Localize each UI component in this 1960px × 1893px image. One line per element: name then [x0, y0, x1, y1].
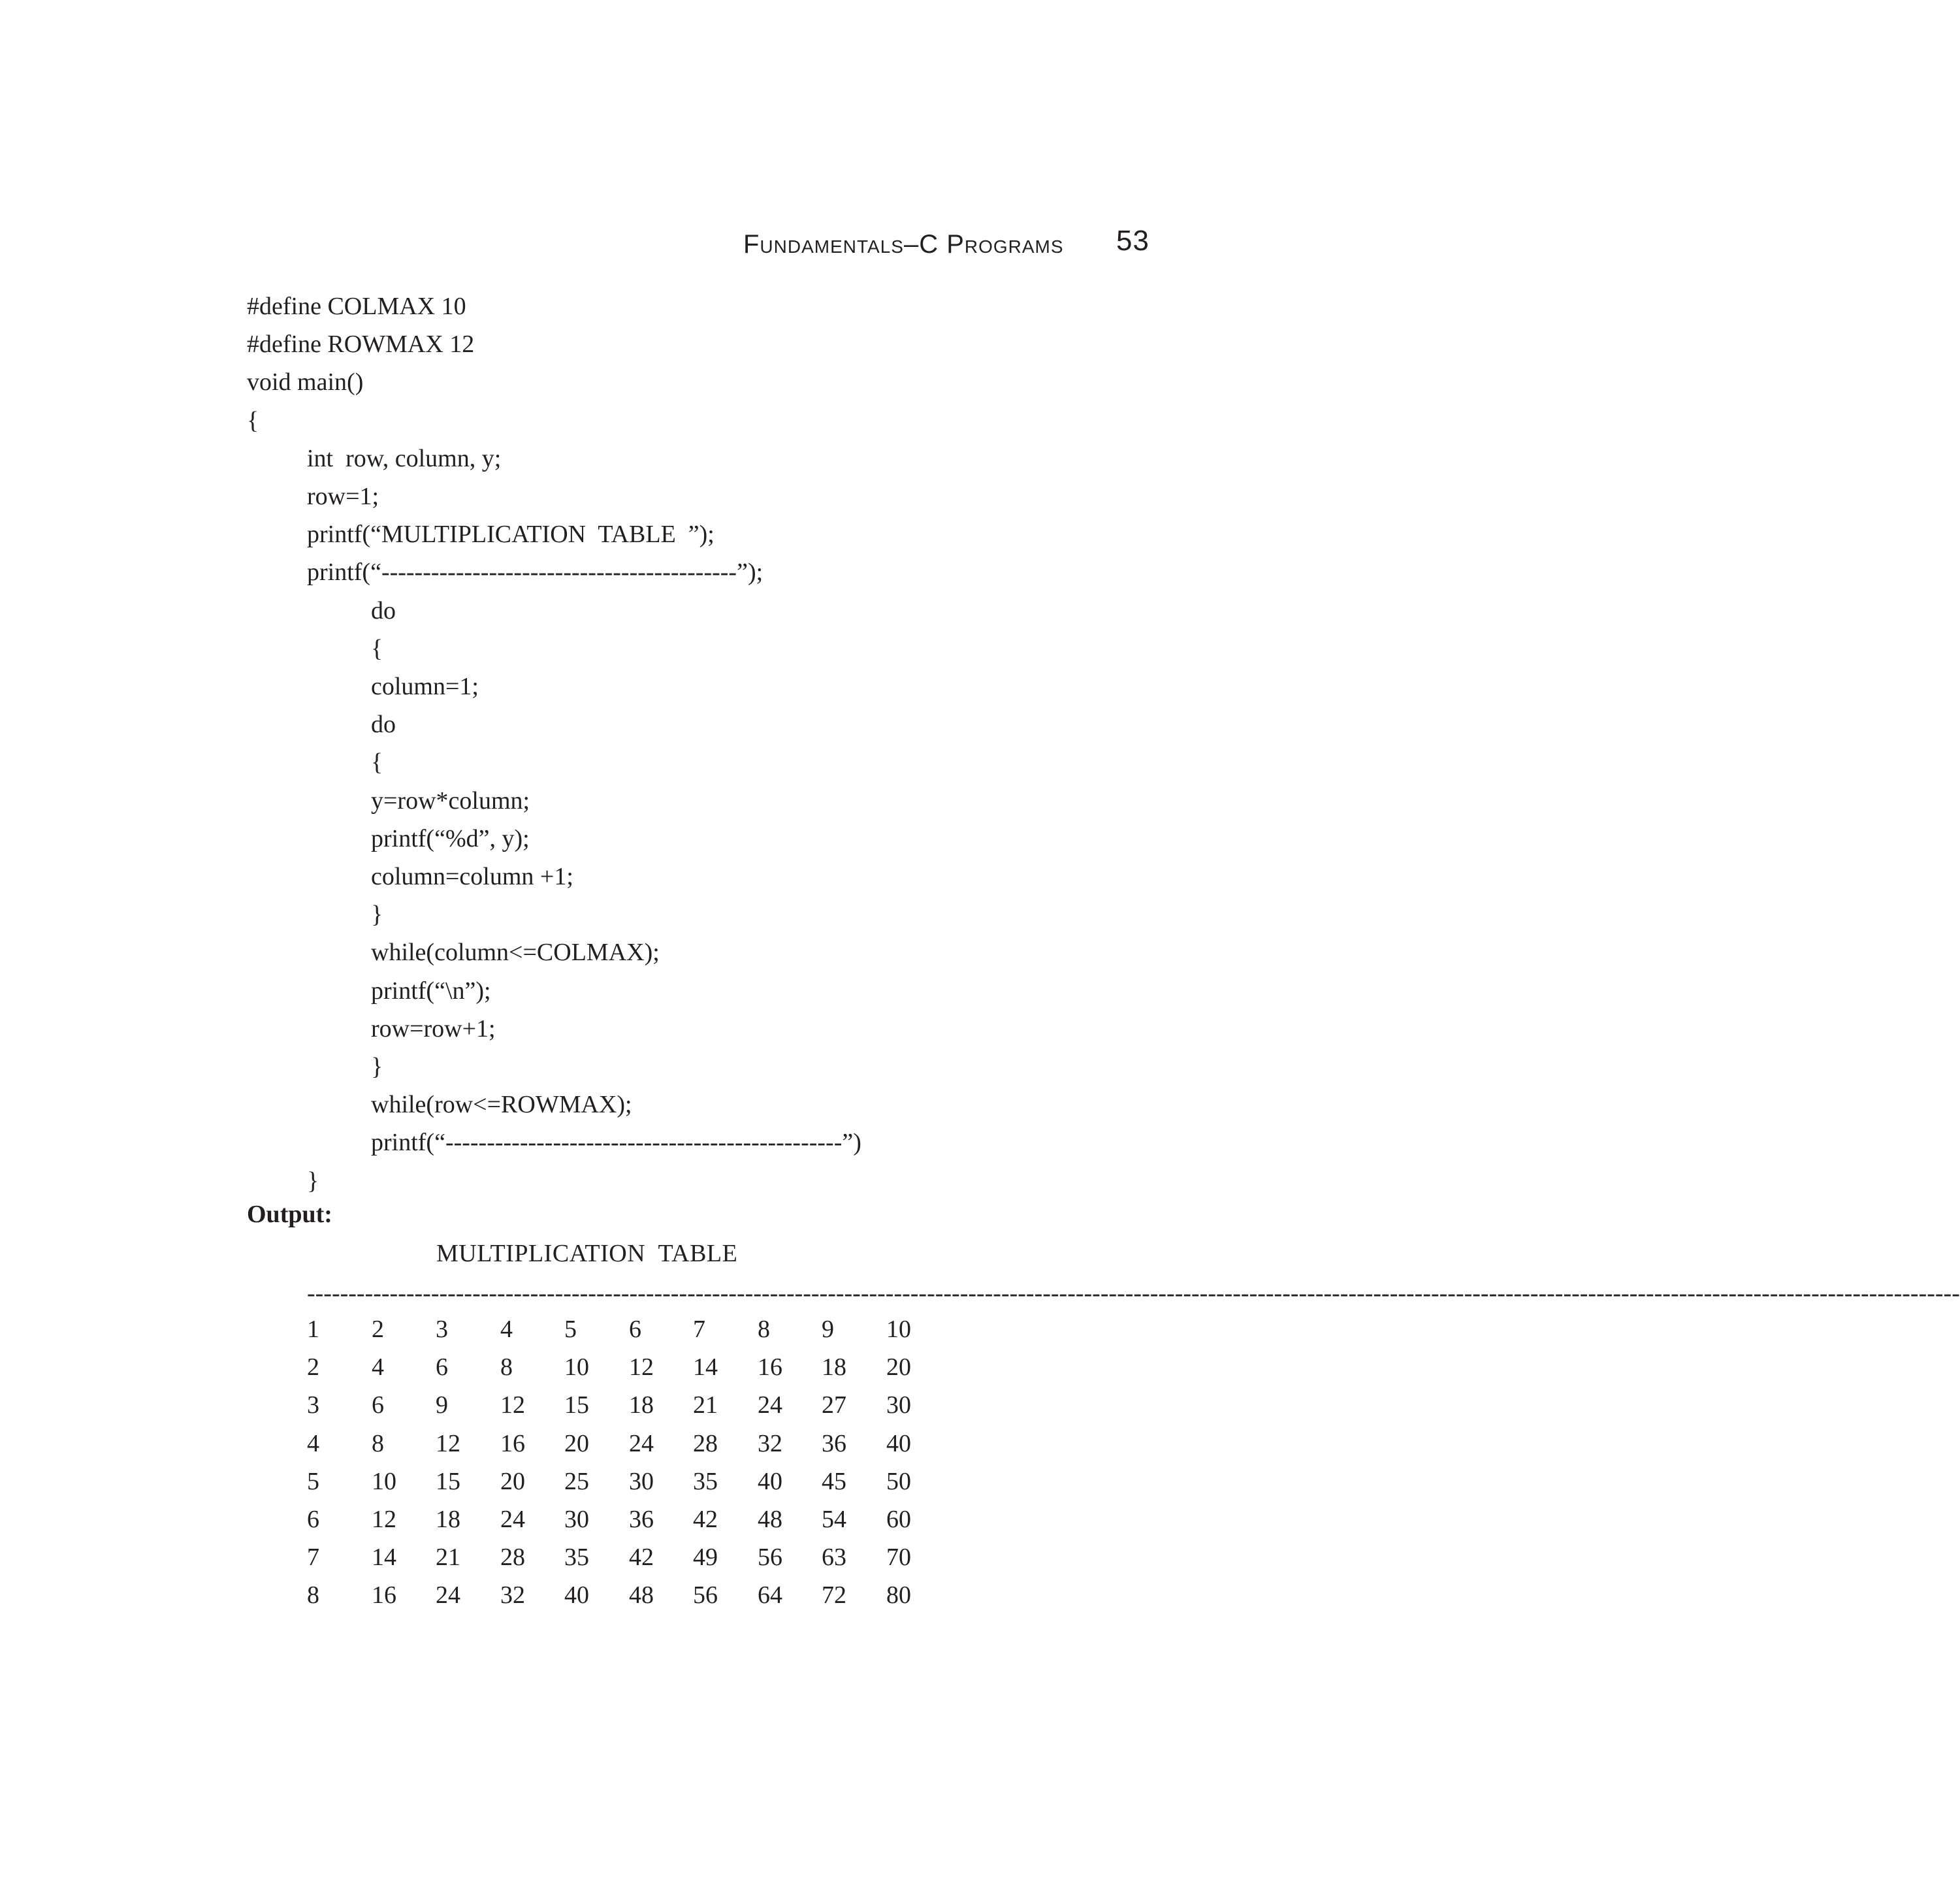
code-line: do	[371, 711, 396, 738]
table-cell: 48	[758, 1506, 782, 1533]
table-cell: 10	[372, 1468, 396, 1495]
table-cell: 2	[372, 1316, 384, 1343]
table-cell: 16	[372, 1581, 396, 1609]
table-cell: 64	[758, 1581, 782, 1609]
table-cell: 56	[693, 1581, 718, 1609]
table-cell: 4	[372, 1353, 384, 1381]
table-cell: 6	[372, 1391, 384, 1419]
code-line: while(row<=ROWMAX);	[371, 1091, 632, 1118]
table-cell: 4	[500, 1316, 513, 1343]
table-cell: 45	[822, 1468, 846, 1495]
table-cell: 28	[500, 1544, 525, 1571]
code-line: {	[247, 407, 259, 434]
code-line: printf(“-------------------------------------------”);	[307, 558, 763, 586]
table-cell: 12	[372, 1506, 396, 1533]
code-line: while(column<=COLMAX);	[371, 939, 660, 966]
table-cell: 42	[693, 1506, 718, 1533]
table-cell: 30	[886, 1391, 911, 1419]
code-line: printf(“\n”);	[371, 977, 491, 1005]
code-line: printf(“%d”, y);	[371, 825, 530, 852]
table-cell: 8	[372, 1430, 384, 1457]
table-cell: 16	[758, 1353, 782, 1381]
code-line: int row, column, y;	[307, 445, 502, 472]
table-cell: 80	[886, 1581, 911, 1609]
code-line: }	[307, 1167, 319, 1195]
table-cell: 72	[822, 1581, 846, 1609]
code-line: printf(“------------------------------------------------”)	[371, 1129, 861, 1156]
table-cell: 1	[307, 1316, 319, 1343]
table-cell: 18	[822, 1353, 846, 1381]
code-line: y=row*column;	[371, 787, 530, 815]
table-cell: 9	[436, 1391, 448, 1419]
table-cell: 27	[822, 1391, 846, 1419]
table-cell: 5	[564, 1316, 577, 1343]
table-cell: 18	[436, 1506, 460, 1533]
table-cell: 63	[822, 1544, 846, 1571]
table-cell: 48	[629, 1581, 654, 1609]
table-cell: 24	[436, 1581, 460, 1609]
table-cell: 4	[307, 1430, 319, 1457]
table-cell: 7	[693, 1316, 705, 1343]
table-cell: 12	[629, 1353, 654, 1381]
table-cell: 15	[564, 1391, 589, 1419]
code-line: printf(“MULTIPLICATION TABLE ”);	[307, 521, 715, 548]
table-cell: 49	[693, 1544, 718, 1571]
table-cell: 14	[372, 1544, 396, 1571]
code-line: do	[371, 597, 396, 624]
running-title: Fundamentals–C Programs	[743, 230, 1064, 259]
output-label: Output:	[247, 1201, 332, 1228]
table-cell: 2	[307, 1353, 319, 1381]
table-cell: 16	[500, 1430, 525, 1457]
table-cell: 28	[693, 1430, 718, 1457]
code-line: row=row+1;	[371, 1015, 496, 1043]
table-cell: 8	[758, 1316, 770, 1343]
table-cell: 56	[758, 1544, 782, 1571]
table-cell: 30	[564, 1506, 589, 1533]
table-cell: 42	[629, 1544, 654, 1571]
page-number: 53	[1116, 225, 1149, 257]
table-cell: 10	[564, 1353, 589, 1381]
table-cell: 50	[886, 1468, 911, 1495]
table-cell: 20	[886, 1353, 911, 1381]
table-cell: 32	[500, 1581, 525, 1609]
table-cell: 12	[500, 1391, 525, 1419]
table-cell: 36	[629, 1506, 654, 1533]
output-title: MULTIPLICATION TABLE	[436, 1240, 738, 1267]
table-cell: 6	[436, 1353, 448, 1381]
table-cell: 35	[564, 1544, 589, 1571]
table-cell: 3	[436, 1316, 448, 1343]
table-cell: 40	[886, 1430, 911, 1457]
table-cell: 21	[436, 1544, 460, 1571]
code-line: {	[371, 635, 383, 662]
table-cell: 12	[436, 1430, 460, 1457]
table-cell: 5	[307, 1468, 319, 1495]
table-cell: 35	[693, 1468, 718, 1495]
table-cell: 40	[758, 1468, 782, 1495]
table-cell: 36	[822, 1430, 846, 1457]
code-line: {	[371, 749, 383, 776]
code-line: }	[371, 901, 383, 928]
table-cell: 20	[500, 1468, 525, 1495]
table-cell: 60	[886, 1506, 911, 1533]
table-cell: 54	[822, 1506, 846, 1533]
table-cell: 24	[500, 1506, 525, 1533]
table-cell: 25	[564, 1468, 589, 1495]
table-cell: 70	[886, 1544, 911, 1571]
table-cell: 14	[693, 1353, 718, 1381]
table-cell: 40	[564, 1581, 589, 1609]
table-cell: 3	[307, 1391, 319, 1419]
table-cell: 7	[307, 1544, 319, 1571]
table-cell: 6	[629, 1316, 641, 1343]
table-cell: 24	[758, 1391, 782, 1419]
table-cell: 10	[886, 1316, 911, 1343]
table-cell: 8	[307, 1581, 319, 1609]
table-cell: 20	[564, 1430, 589, 1457]
table-cell: 6	[307, 1506, 319, 1533]
table-cell: 8	[500, 1353, 513, 1381]
code-line: void main()	[247, 368, 364, 396]
table-cell: 18	[629, 1391, 654, 1419]
table-cell: 21	[693, 1391, 718, 1419]
code-line: column=column +1;	[371, 863, 573, 890]
table-cell: 15	[436, 1468, 460, 1495]
code-line: #define ROWMAX 12	[247, 331, 475, 358]
output-rule: --------------------------------------------------------------------------------------------------------------------------------------------------------------------------------------------------------	[307, 1280, 1960, 1307]
table-cell: 30	[629, 1468, 654, 1495]
code-line: #define COLMAX 10	[247, 293, 466, 320]
table-cell: 32	[758, 1430, 782, 1457]
table-cell: 24	[629, 1430, 654, 1457]
code-line: row=1;	[307, 483, 379, 510]
running-head	[718, 225, 1149, 264]
code-line: }	[371, 1053, 383, 1080]
table-cell: 9	[822, 1316, 834, 1343]
code-line: column=1;	[371, 673, 479, 700]
